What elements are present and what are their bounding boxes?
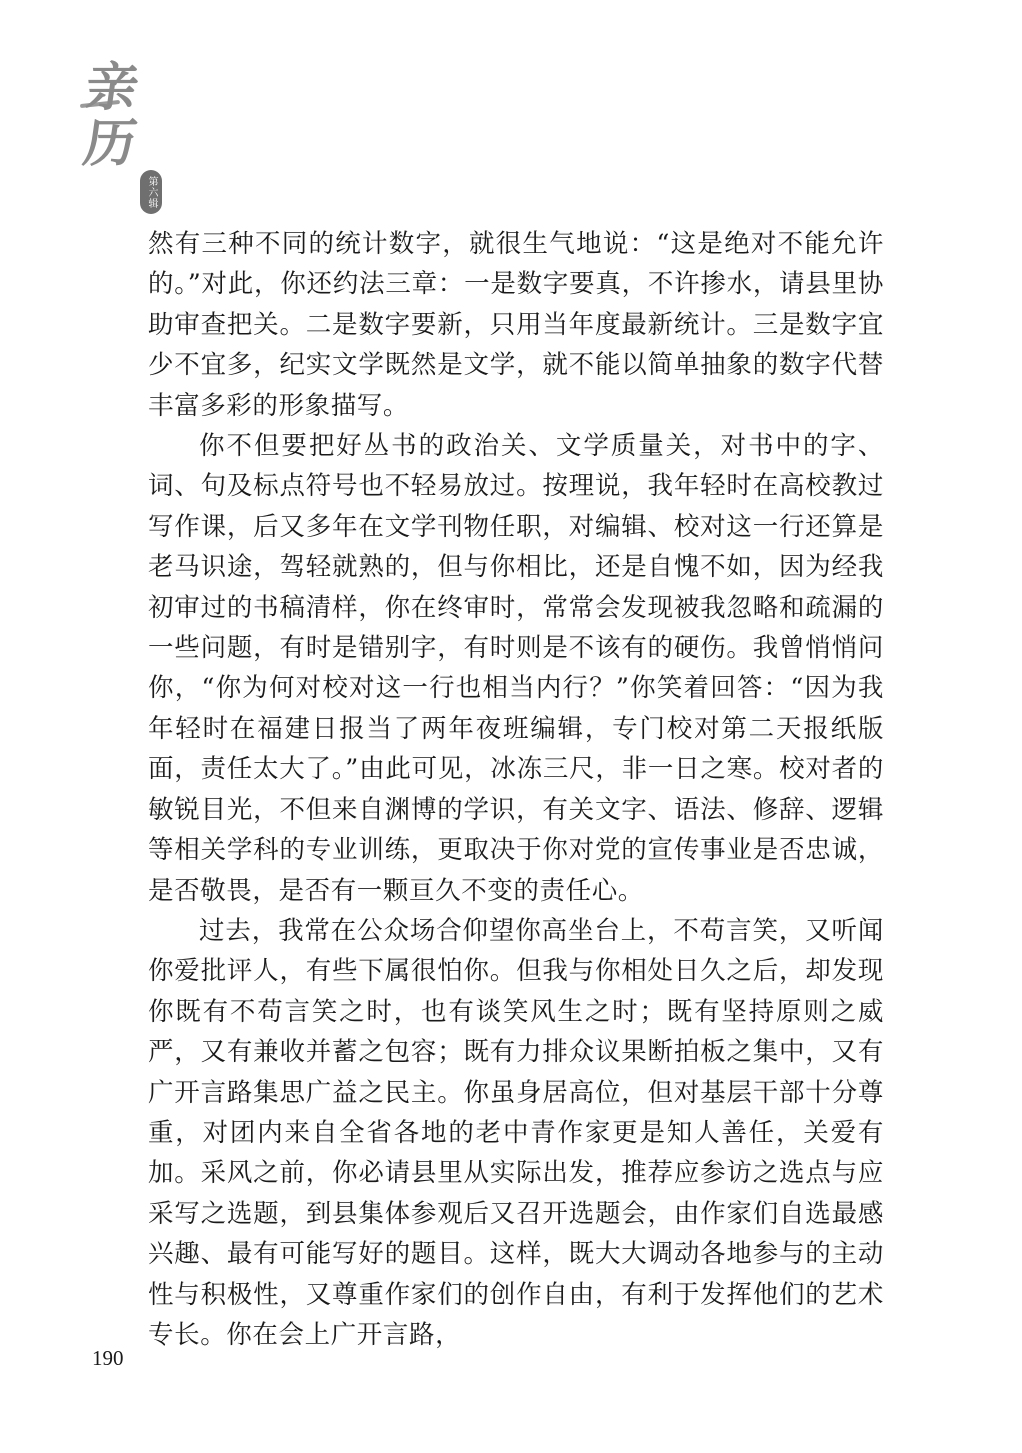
logo-char-2: 历 bbox=[79, 113, 141, 174]
logo-seal: 第六辑 bbox=[140, 170, 162, 214]
paragraph-3: 过去，我常在公众场合仰望你高坐台上，不苟言笑，又听闻你爱批评人，有些下属很怕你。但我与你相处日久之后，却发现你既有不苟言笑之时，也有谈笑风生之时；既有坚持原则之威严，又有兼收并蓄之包容；既有力排众议果断拍板之集中，又有广开言路集思广益之民主。你虽身居高位，但对基层干部十分尊重，对团内来自全省各地的老中青作家更是知人善任，关爱有加。采风之前，你必请县里从实际出发，推荐应参访之选点与应采写之选题，到县集体参观后又召开选题会，由作家们自选最感兴趣、最有可能写好的题目。这样，既大大调动各地参与的主动性与积极性，又尊重作家们的创作自由，有利于发挥他们的艺术专长。你在会上广开言路， bbox=[148, 915, 884, 1350]
page-number: 190 bbox=[92, 1346, 124, 1370]
paragraph-2: 你不但要把好丛书的政治关、文学质量关，对书中的字、词、句及标点符号也不轻易放过。按理说，我年轻时在高校教过写作课，后又多年在文学刊物任职，对编辑、校对这一行还算是老马识途，驾轻就熟的，但与你相比，还是自愧不如，因为经我初审过的书稿清样，你在终审时，常常会发现被我忽略和疏漏的一些问题，有时是错别字，有时则是不该有的硬伤。我曾悄悄问你，“你为何对校对这一行也相当内行？”你笑着回答：“因为我年轻时在福建日报当了两年夜班编辑，专门校对第二天报纸版面，责任太大了。”由此可见，冰冻三尺，非一日之寒。校对者的敏锐目光，不但来自渊博的学识，有关文字、语法、修辞、逻辑等相关学科的专业训练，更取决于你对党的宣传事业是否忠诚，是否敬畏，是否有一颗亘久不变的责任心。 bbox=[148, 431, 884, 906]
series-logo bbox=[79, 57, 166, 209]
paragraph-1: 然有三种不同的统计数字，就很生气地说：“这是绝对不能允许的。”对此，你还约法三章：一是数字要真，不许掺水，请县里协助审查把关。二是数字要新，只用当年度最新统计。三是数字宜少不宜多，纪实文学既然是文学，就不能以简单抽象的数字代替丰富多彩的形象描写。 bbox=[148, 229, 884, 421]
logo-char-1: 亲 bbox=[81, 57, 143, 118]
body-text bbox=[148, 224, 884, 1355]
